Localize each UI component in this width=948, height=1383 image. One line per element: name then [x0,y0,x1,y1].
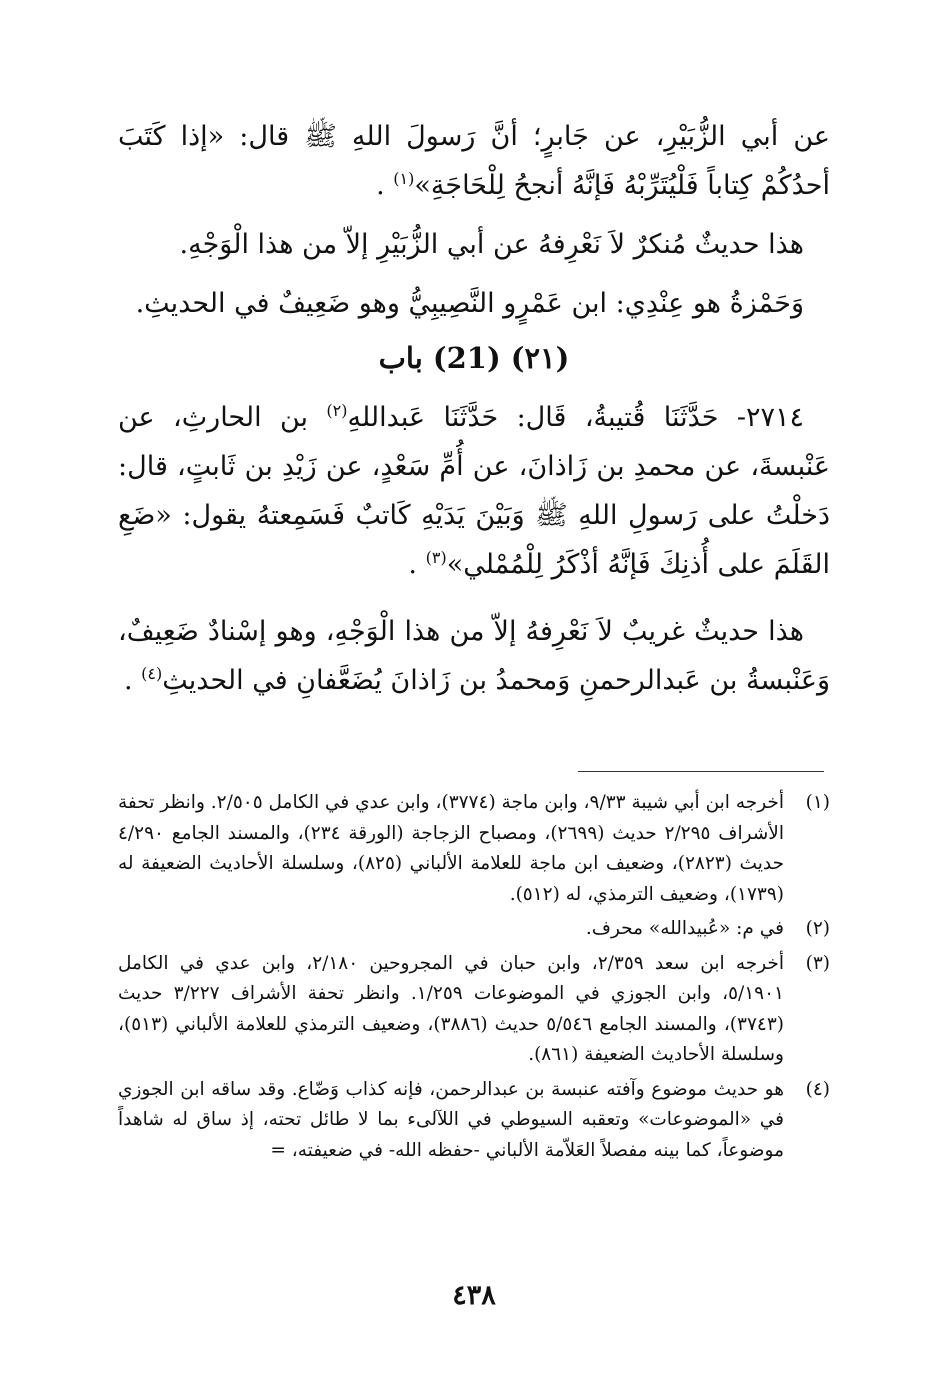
footnote-ref[interactable]: (٣) [425,548,447,567]
footnote-number: (٤) [805,1078,830,1100]
footnote-number: (٢) [805,918,830,939]
hadith-text-paragraph: عن أبي الزُّبَيْرِ، عن جَابرٍ؛ أنَّ رَسولَ اللهِ ﷺ قال: «إذا كَتَبَ أحدُكُمْ كِتاباً فَلْيُتَرِّبْهُ فَإنَّهُ أنجحُ لِلْحَاجَةِ»$^{(١)}$ . [118,121,830,201]
narrator-note-paragraph: وَحَمْزةُ هو عِنْدِي: ابن عَمْرٍو النَّصِيبِيُّ وهو ضَعِيفٌ في الحديثِ. [135,288,804,319]
footnote-ref[interactable]: (٤) [141,664,163,683]
grading-paragraph-2: هذا حديثٌ غريبٌ لاَ نَعْرِفهُ إلاّ من هذا الْوَجْهِ، وهو إسْنادٌ ضَعِيفٌ، وَعَنْبسةُ بن عَبدالرحمنِ وَمحمدُ بن زَاذانَ يُضَعَّفانِ في الحديثِ$^{(٤)}$ . [118,616,830,696]
footnote-divider [578,771,824,772]
footnote-number: (٣) [805,952,830,974]
footnote-item [118,914,830,945]
footnote-item [118,788,830,910]
footnote-item [118,949,830,1071]
footnote-item [118,1075,830,1167]
hadith-2714-paragraph: ٢٧١٤- حَدَّثَنَا قُتيبةُ، قَال: حَدَّثَنَا عَبداللهِ$^{(٢)}$ بن الحارثِ، عن عَنْبسةَ، عن محمدِ بن زَاذانَ، عن أُمِّ سَعْدٍ، عن زَيْدِ بن ثَابتٍ، قال: دَخلْتُ على رَسولِ اللهِ ﷺ وَبَيْنَ يَدَيْهِ كَاتبٌ فَسَمِعتهُ يقول: «ضَعِ القَلَمَ على أُذنِكَ فَإنَّهُ أذْكَرُ لِلْمُمْلي»$^{(٣)}$ . [118,401,830,580]
footnote-ref[interactable]: (٢) [326,401,348,420]
footnote-text: هو حديث موضوع وآفته عنبسة بن عبدالرحمن، فإنه كذاب وَضّاع. وقد ساقه ابن الجوزي في «الموضوعات» وتعقبه السيوطي في اللآلىء بما لا طائل تحته، إذ ساق له شاهداً موضوعاً، كما بينه مفصلاً العَلاّمة الألباني -حفظه الله- في ضعيفته، = [118,1078,784,1161]
page-number: ٤٣٨ [452,1280,496,1311]
footnote-text: أخرجه ابن أبي شيبة ٩/٣٣، وابن ماجة (٣٧٧٤)، وابن عدي في الكامل ٢/٥٠٥. وانظر تحفة الأشراف ٢/٢٩٥ حديث (٢٦٩٩)، ومصباح الزجاجة (الورقة ٢٣٤)، والمسند الجامع ٤/٢٩٠ حديث (٢٨٢٣)، وضعيف ابن ماجة للعلامة الألباني (٨٢٥)، وسلسلة الأحاديث الضعيفة له (١٧٣٩)، وضعيف الترمذي، له (٥١٢). [118,792,785,905]
main-text [118,112,830,705]
footnote-ref[interactable]: (١) [393,169,415,188]
chapter-heading: (٢١) (21)باب [378,341,570,375]
footnote-number: (١) [805,792,830,813]
footnotes-section [118,788,830,1170]
footnote-text: في م: «عُبيدالله» محرف. [585,918,784,939]
footnote-text: أخرجه ابن سعد ٢/٣٥٩، وابن حبان في المجروحين ٢/١٨٠، وابن عدي في الكامل ٥/١٩٠١، وابن الجوزي في الموضوعات ١/٢٥٩. وانظر تحفة الأشراف ٣/٢٢٧ حديث (٣٧٤٣)، والمسند الجامع ٥/٥٤٦ حديث (٣٨٨٦)، وضعيف الترمذي للعلامة الألباني (٥١٣)، وسلسلة الأحاديث الضعيفة (٨٦١). [118,952,785,1065]
grading-paragraph: هذا حديثٌ مُنكرٌ لاَ نَعْرِفهُ عن أبي الزُّبَيْرِ إلاّ من هذا الْوَجْهِ. [179,229,804,260]
